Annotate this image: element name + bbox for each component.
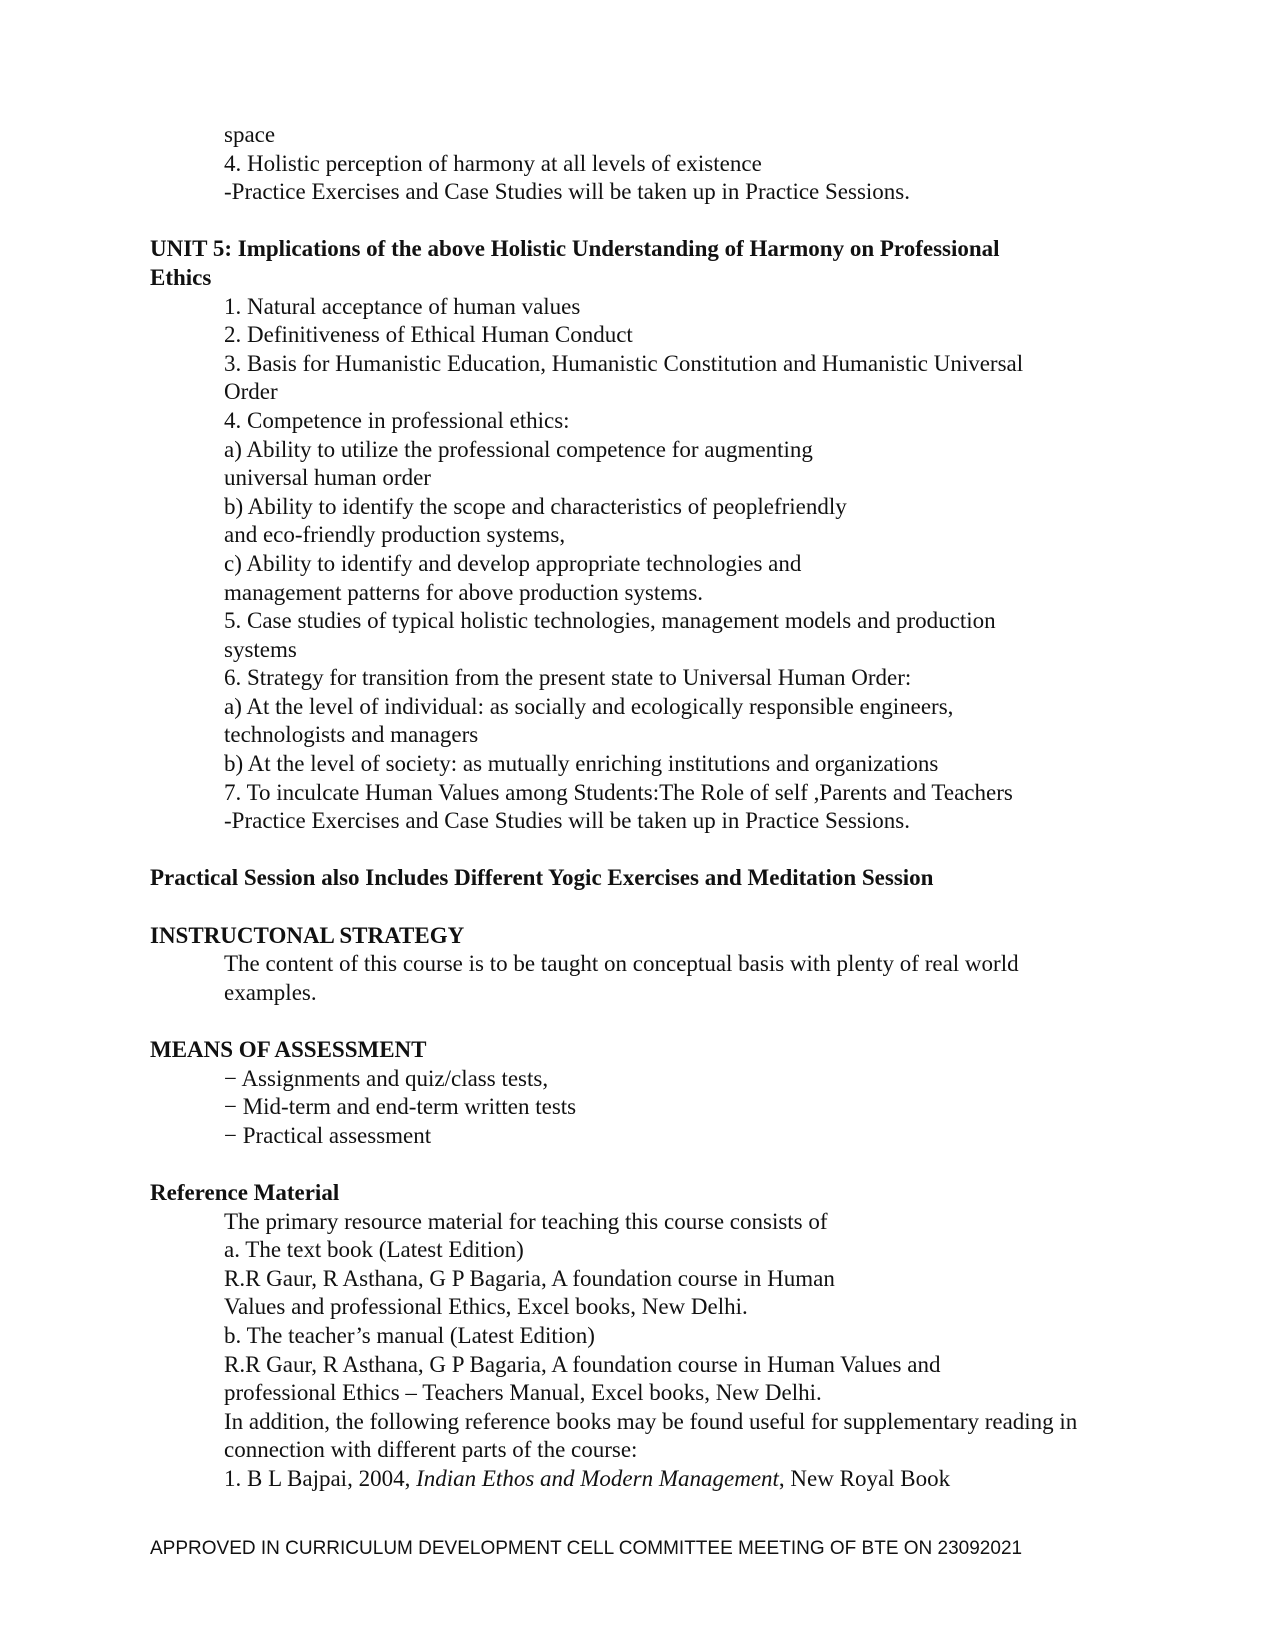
unit5-line: technologists and managers [224, 722, 479, 748]
unit5-line: -Practice Exercises and Case Studies will be taken up in Practice Sessions. [224, 808, 910, 834]
book1-suffix: , New Royal Book [778, 1465, 951, 1491]
reference-line: connection with different parts of the course: [224, 1437, 638, 1463]
unit5-line: c) Ability to identify and develop appropriate technologies and [224, 550, 802, 576]
reference-line: The primary resource material for teaching this course consists of [224, 1208, 828, 1234]
page-content [150, 121, 1140, 1494]
unit5-line: management patterns for above production systems. [224, 579, 704, 605]
unit5-line: a) At the level of individual: as socially and ecologically responsible engineers, [224, 693, 954, 719]
reference-body [150, 1208, 1140, 1494]
reference-book-1 [224, 1465, 1140, 1494]
reference-line: professional Ethics – Teachers Manual, Excel books, New Delhi. [224, 1380, 822, 1406]
reference-line: Values and professional Ethics, Excel books, New Delhi. [224, 1294, 748, 1320]
assessment-item: − Practical assessment [224, 1122, 432, 1148]
unit5-heading: UNIT 5: Implications of the above Holistic Understanding of Harmony on Professional [150, 236, 1000, 262]
reference-line: R.R Gaur, R Asthana, G P Bagaria, A foundation course in Human [224, 1265, 835, 1291]
unit5-list [150, 293, 1140, 836]
footer-approval-note: APPROVED IN CURRICULUM DEVELOPMENT CELL COMMITTEE MEETING OF BTE ON 23092021 [150, 1538, 1023, 1559]
instructional-strategy-heading: INSTRUCTONAL STRATEGY [150, 922, 465, 948]
strategy-line: The content of this course is to be taught on conceptual basis with plenty of real world [224, 951, 1019, 977]
assessment-item: − Mid-term and end-term written tests [224, 1094, 577, 1120]
book1-title: Indian Ethos and Modern Management [416, 1465, 779, 1491]
unit5-line: and eco-friendly production systems, [224, 522, 566, 548]
unit5-heading-continued: Ethics [150, 264, 212, 290]
spacer [150, 207, 1140, 236]
intro-section [150, 121, 1140, 207]
assessment-list [150, 1065, 1140, 1151]
intro-line: -Practice Exercises and Case Studies will be taken up in Practice Sessions. [224, 179, 910, 205]
strategy-line: examples. [224, 979, 317, 1005]
reference-line: In addition, the following reference books may be found useful for supplementary reading in [224, 1408, 1078, 1434]
unit5-line: Order [224, 379, 278, 405]
unit5-line: 7. To inculcate Human Values among Students:The Role of self ,Parents and Teachers [224, 779, 1013, 805]
instructional-strategy-body [150, 950, 1140, 1007]
assessment-heading: MEANS OF ASSESSMENT [150, 1037, 427, 1062]
reference-line: R.R Gaur, R Asthana, G P Bagaria, A foundation course in Human Values and [224, 1351, 941, 1377]
spacer [150, 1007, 1140, 1036]
unit5-line: 6. Strategy for transition from the present state to Universal Human Order: [224, 665, 912, 691]
spacer [150, 893, 1140, 922]
unit5-line: 5. Case studies of typical holistic technologies, management models and production [224, 608, 996, 634]
practical-session-heading: Practical Session also Includes Different Yogic Exercises and Meditation Session [150, 865, 934, 891]
book1-prefix: 1. B L Bajpai, 2004, [224, 1465, 417, 1491]
unit5-line: b) Ability to identify the scope and characteristics of peoplefriendly [224, 493, 847, 519]
unit5-line: universal human order [224, 465, 431, 491]
unit5-line: b) At the level of society: as mutually enriching institutions and organizations [224, 751, 939, 777]
unit5-line: 1. Natural acceptance of human values [224, 293, 581, 319]
reference-line: a. The text book (Latest Edition) [224, 1237, 524, 1263]
reference-heading: Reference Material [150, 1179, 340, 1205]
reference-line: b. The teacher’s manual (Latest Edition) [224, 1322, 595, 1348]
spacer [150, 1150, 1140, 1179]
unit5-line: 2. Definitiveness of Ethical Human Conduct [224, 322, 633, 348]
unit5-line: 4. Competence in professional ethics: [224, 407, 570, 433]
unit5-line: a) Ability to utilize the professional competence for augmenting [224, 436, 813, 462]
unit5-line: 3. Basis for Humanistic Education, Humanistic Constitution and Humanistic Universal [224, 350, 1024, 376]
unit5-line: systems [224, 636, 297, 662]
intro-line: space [224, 122, 276, 147]
intro-line: 4. Holistic perception of harmony at all levels of existence [224, 150, 762, 176]
assessment-item: − Assignments and quiz/class tests, [224, 1065, 549, 1091]
spacer [150, 836, 1140, 865]
